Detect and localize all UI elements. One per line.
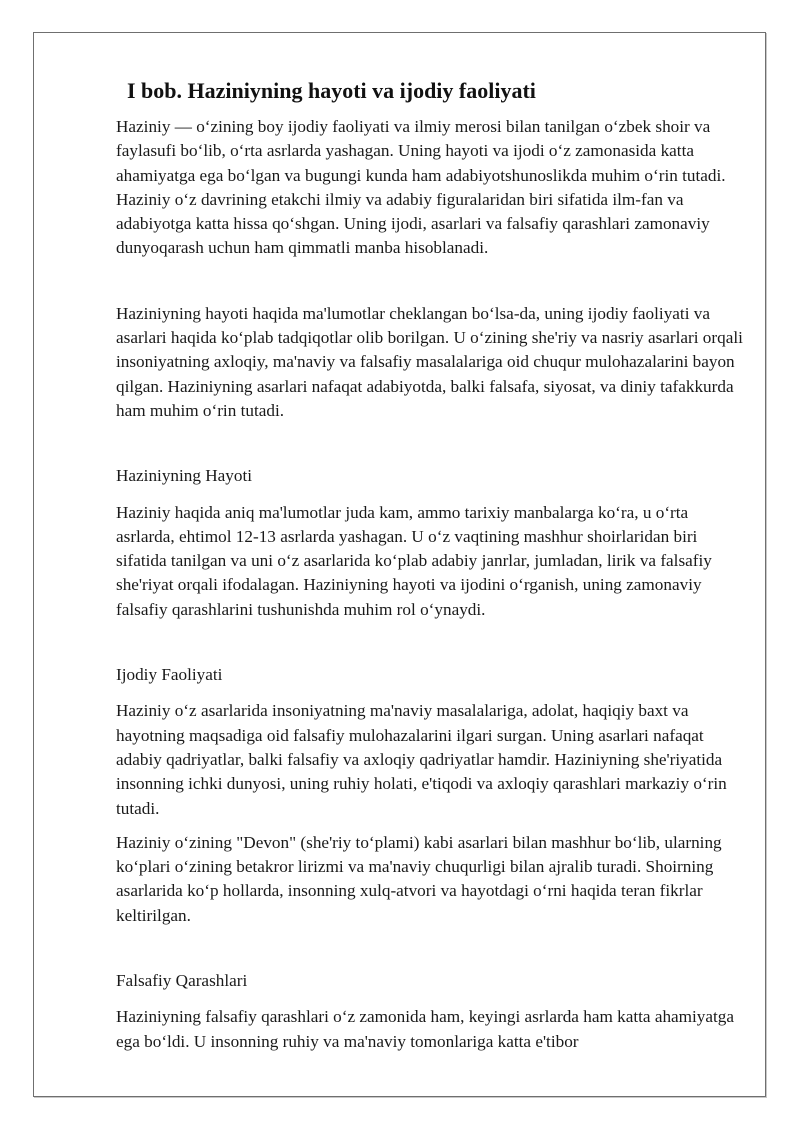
section-heading-ijodiy: Ijodiy Faoliyati xyxy=(116,665,223,685)
document-content xyxy=(116,76,750,1064)
section-heading-hayoti: Haziniyning Hayoti xyxy=(116,466,253,486)
section-heading-falsafiy: Falsafiy Qarashlari xyxy=(116,971,248,991)
ijodiy-paragraph-2: Haziniy oʻzining "Devon" (she'riy toʻplami) kabi asarlari bilan mashhur boʻlib, ularning koʻplari oʻzining betakror lirizmi va ma'naviy chuqurligi bilan ajralib turadi. Shoirning asarlarida koʻp hollarda, insonning xulq-atvori va hayotdagi oʻrni haqida teran fikrlar keltirilgan. xyxy=(116,832,722,925)
intro-paragraph-1: Haziniy — oʻzining boy ijodiy faoliyati va ilmiy merosi bilan tanilgan oʻzbek shoir va faylasufi boʻlib, oʻrta asrlarda yashagan. Uning hayoti va ijodi oʻz zamonasida katta ahamiyatga ega boʻlgan va bugungi kunda ham adabiyotshunoslikda muhim oʻrin tutadi. Haziniy oʻz davrining etakchi ilmiy va adabiy figuralaridan biri sifatida ilm-fan va adabiyotga katta hissa qoʻshgan. Uning ijodi, asarlari va falsafiy qarashlari zamonaviy dunyoqarash uchun ham qimmatli manba hisoblanadi. xyxy=(116,117,726,258)
falsafiy-paragraph-1: Haziniyning falsafiy qarashlari oʻz zamonida ham, keyingi asrlarda ham katta ahamiyatga ega boʻldi. U insonning ruhiy va ma'naviy tomonlariga katta e'tibor xyxy=(116,1007,735,1051)
intro-paragraph-2: Haziniyning hayoti haqida ma'lumotlar cheklangan boʻlsa-da, uning ijodiy faoliyati va asarlari haqida koʻplab tadqiqotlar olib borilgan. U oʻzining she'riy va nasriy asarlari orqali insoniyatning axloqiy, ma'naviy va falsafiy masalalariga oid chuqur mulohazalarini bayon qilgan. Haziniyning asarlari nafaqat adabiyotda, balki falsafa, siyosat, va diniy tafakkurda ham muhim oʻrin tutadi. xyxy=(116,303,743,420)
chapter-title: I bob. Haziniyning hayoti va ijodiy faoliyati xyxy=(127,78,536,103)
ijodiy-paragraph-1: Haziniy oʻz asarlarida insoniyatning ma'naviy masalalariga, adolat, haqiqiy baxt va hayotning maqsadiga oid falsafiy mulohazalarini ilgari surgan. Uning asarlari nafaqat adabiy qadriyatlar, balki falsafiy va axloqiy qadriyatlar hamdir. Haziniyning she'riyatida insonning ichki dunyosi, uning ruhiy holati, e'tiqodi va axloqiy qarashlari markaziy oʻrin tutadi. xyxy=(116,701,727,818)
hayoti-paragraph-1: Haziniy haqida aniq ma'lumotlar juda kam, ammo tarixiy manbalarga koʻra, u oʻrta asrlarda, ehtimol 12-13 asrlarda yashagan. U oʻz vaqtining mashhur shoirlaridan biri sifatida tanilgan va uni oʻz asarlarida koʻplab adabiy janrlar, jumladan, lirik va falsafiy she'riyat orqali ifodalagan. Haziniyning hayoti va ijodini oʻrganish, uning zamonaviy falsafiy qarashlarini tushunishda muhim rol oʻynaydi. xyxy=(116,502,712,619)
